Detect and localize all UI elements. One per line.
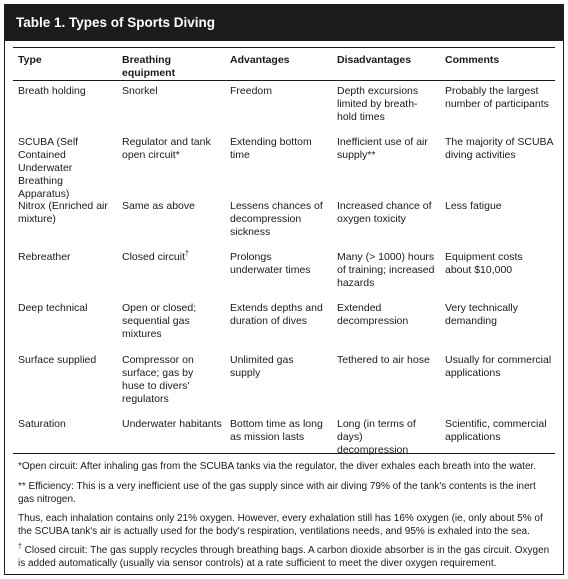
table-cell: Saturation — [18, 418, 66, 430]
header-advantages: Advantages — [230, 54, 290, 66]
table-cell: Bottom time as long as mission lasts — [230, 418, 323, 443]
table-cell: Probably the largest number of participants — [445, 85, 549, 110]
footnote-open-circuit: *Open circuit: After inhaling gas from the SCUBA tanks via the regulator, the diver exhales each breath into the water. — [18, 461, 537, 472]
table-cell: Depth excursions limited by breath-hold times — [337, 85, 419, 123]
table-cell: Very technically demanding — [445, 302, 518, 327]
table-cell: Lessens chances of decompression sickness — [230, 200, 323, 238]
table-cell: The majority of SCUBA diving activities — [445, 136, 553, 161]
header-disadvantages: Disadvantages — [337, 54, 412, 66]
table-cell: Scientific, commercial applications — [445, 418, 547, 443]
table-cell: Extending bottom time — [230, 136, 312, 161]
table-cell: Nitrox (Enriched air mixture) — [18, 200, 108, 225]
bottom-rule — [13, 453, 555, 454]
table-cell: Surface supplied — [18, 354, 97, 366]
header-type: Type — [18, 54, 42, 66]
table-cell: Regulator and tank open circuit* — [122, 136, 211, 161]
table-frame — [4, 4, 564, 575]
table-cell: Compressor on surface; gas by huse to divers' regulators — [122, 354, 194, 405]
table-cell: Tethered to air hose — [337, 354, 430, 366]
table-cell: Inefficient use of air supply** — [337, 136, 428, 161]
footnote-closed-circuit: † Closed circuit: The gas supply recycles through breathing bags. A carbon dioxide absorber is in the gas circuit. Oxygen is added automatically (usually via sensor controls) at a rate sufficient to meet the diver oxygen requirement. — [18, 543, 550, 569]
table-cell: Snorkel — [122, 85, 158, 97]
table-cell: Extended decompression — [337, 302, 409, 327]
top-rule — [13, 47, 555, 48]
table-cell: Increased chance of oxygen toxicity — [337, 200, 432, 225]
table-cell: Freedom — [230, 85, 273, 97]
table-cell: Unlimited gas supply — [230, 354, 294, 379]
table-cell: Rebreather — [18, 251, 71, 263]
table-cell: Open or closed; sequential gas mixtures — [122, 302, 197, 340]
table-cell: Usually for commercial applications — [445, 354, 552, 379]
header-rule — [13, 80, 555, 81]
table-cell: Underwater habitants — [122, 418, 222, 430]
table-cell: Extends depths and duration of dives — [230, 302, 323, 327]
table-cell: Breath holding — [18, 85, 86, 97]
header-breathing-equipment: Breathing equipment — [122, 54, 176, 79]
table-cell: SCUBA (Self Contained Underwater Breathing Apparatus) — [18, 136, 79, 200]
table-cell: Deep technical — [18, 302, 88, 314]
table-cell: Many (> 1000) hours of training; increased hazards — [337, 251, 435, 289]
table-cell: Closed circuit† — [122, 250, 189, 263]
table-cell: Prolongs underwater times — [230, 251, 311, 276]
footnote-efficiency: ** Efficiency: This is a very inefficient use of the gas supply since with air diving 79% of the tank's contents is the inert gas nitrogen. — [18, 481, 536, 505]
table-cell: Equipment costs about $10,000 — [445, 251, 523, 276]
table-cell: Long (in terms of days) decompression — [337, 418, 416, 456]
header-comments: Comments — [445, 54, 500, 66]
table-cell: Less fatigue — [445, 200, 502, 212]
table-cell: Same as above — [122, 200, 195, 212]
footnote-oxygen: Thus, each inhalation contains only 21% oxygen. However, every exhalation still has 16% oxygen (ie, only about 5% of the SCUBA tank's air is actually used for the body's respiration, ventilations needs, and 95% is exhaled into the sea. — [18, 513, 543, 537]
table-title: Table 1. Types of Sports Diving — [5, 5, 563, 41]
